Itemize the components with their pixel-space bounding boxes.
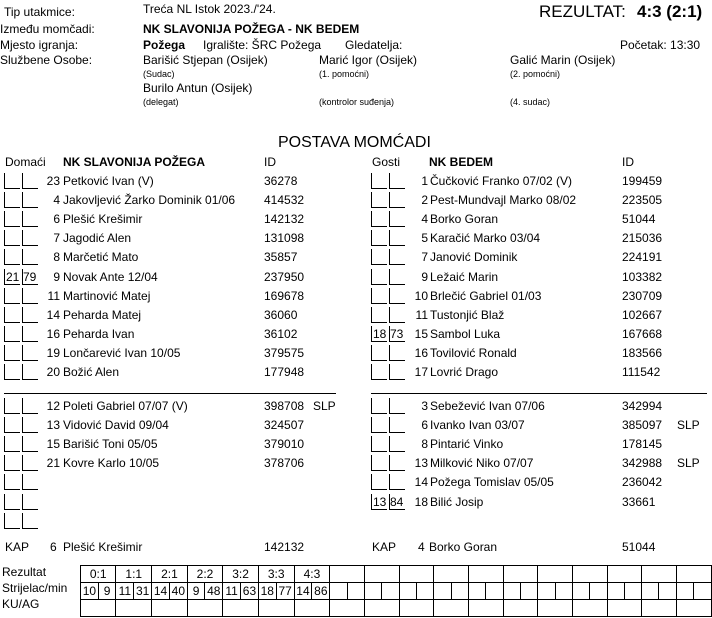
home-player-number: 7 (53, 231, 60, 246)
away-player-number: 8 (421, 437, 428, 452)
home-player-id: 378706 (264, 456, 305, 471)
home-player-id: 398708 (264, 399, 305, 413)
away-sub-out-box (389, 211, 405, 227)
away-player-number: 16 (414, 345, 428, 360)
kuag-row-cell (152, 600, 188, 617)
home-player-number: 6 (53, 212, 60, 227)
sluzbene-osobe-label: Službene Osobe: (0, 53, 93, 67)
away-sub-out-box (389, 288, 405, 304)
away-player-number: 9 (421, 269, 428, 284)
result-row-cell (607, 566, 642, 583)
home-sub-out-box (22, 211, 38, 227)
away-player-name: Tovilović Ronald (430, 345, 517, 360)
scorer-row-cell: 48 (205, 583, 223, 600)
competition-value: Treća NL Istok 2023./'24. (143, 2, 276, 16)
home-player-name: Peharda Ivan (63, 326, 135, 341)
away-player-id: 230709 (622, 288, 663, 303)
home-sub-in-box (4, 513, 20, 529)
kuag-row-cell (81, 600, 116, 617)
scorer-row-cell: 10 (81, 583, 99, 600)
home-sub-out-box (22, 513, 38, 529)
scorer-row-cell (451, 583, 468, 600)
home-player-name: Jagodić Alen (63, 231, 132, 246)
away-sub-out-box (389, 230, 405, 246)
scorer-row-cell (503, 583, 520, 600)
home-player-number: 20 (46, 365, 60, 379)
home-player-id: 379575 (264, 345, 305, 360)
home-player-id: 237950 (264, 269, 305, 284)
home-player-number: 21 (46, 456, 60, 471)
strijelac-row-label: Strijelac/min (2, 581, 68, 595)
home-sub-out-box (22, 398, 38, 414)
kuag-row-cell (572, 600, 607, 617)
rezultat-row-label: Rezultat (2, 565, 47, 579)
away-sub-out-box (389, 192, 405, 208)
official-name: Galić Marin (Osijek) (510, 53, 616, 67)
away-player-id: 103382 (622, 269, 663, 284)
scorer-row-cell (694, 583, 712, 600)
scorer-row-cell: 9 (187, 583, 205, 600)
home-sub-out-box (22, 417, 38, 433)
home-sub-out-box (22, 345, 38, 361)
away-sub-out-box (389, 364, 405, 380)
away-player-number: 15 (414, 326, 428, 341)
away-sub-in-box (371, 455, 387, 471)
match-title: NK SLAVONIJA POŽEGA - NK BEDEM (143, 22, 360, 36)
kuag-row-cell (676, 600, 711, 617)
scorer-row-cell: 40 (169, 583, 187, 600)
away-player-name: Lovrić Drago (430, 365, 499, 379)
away-sub-out-minute: 73 (390, 326, 404, 341)
away-player-id: 102667 (622, 307, 663, 322)
mjesto-value: Požega (143, 38, 186, 52)
away-sub-in-box (371, 364, 387, 380)
away-sub-in-box (371, 288, 387, 304)
scorer-row-cell (676, 583, 693, 600)
away-sub-in-box (371, 345, 387, 361)
home-player-name: Kovre Karlo 10/05 (63, 456, 160, 471)
away-side-label: Gosti (372, 155, 401, 169)
away-player-id: 51044 (622, 212, 656, 227)
scorer-row-cell (382, 583, 399, 600)
away-player-number: 10 (414, 288, 428, 303)
scorer-row-cell (572, 583, 589, 600)
scorer-row-cell (364, 583, 381, 600)
home-sub-out-box (22, 436, 38, 452)
away-sub-out-box (389, 307, 405, 323)
away-id-header: ID (622, 155, 634, 169)
home-kap-number: 6 (50, 540, 57, 554)
away-team-name: NK BEDEM (429, 155, 494, 169)
away-player-number: 1 (421, 174, 428, 188)
scorer-row-cell: 14 (294, 583, 312, 600)
home-player-name: Lončarević Ivan 10/05 (63, 345, 181, 360)
official-role: (2. pomoćni) (510, 69, 561, 79)
home-sub-out-box (22, 474, 38, 490)
home-player-id: 324507 (264, 418, 305, 433)
home-team-name: NK SLAVONIJA POŽEGA (63, 155, 206, 169)
away-player-name: Borko Goran (430, 212, 499, 227)
away-sub-in-box (371, 269, 387, 285)
home-player-number: 8 (53, 250, 60, 265)
scorer-row-cell (347, 583, 364, 600)
home-player-id: 35857 (264, 250, 298, 265)
home-player-note: SLP (313, 399, 336, 413)
result-row-cell: 2:2 (187, 566, 222, 583)
away-player-note: SLP (677, 456, 700, 471)
scorer-row-cell (624, 583, 641, 600)
kuag-row (81, 600, 712, 617)
home-player-number: 4 (53, 193, 60, 208)
home-player-id: 379010 (264, 437, 305, 452)
away-player-id: 223505 (622, 193, 663, 208)
gledatelja-label: Gledatelja: (345, 38, 403, 52)
away-player-name: Tustonjić Blaž (430, 307, 505, 322)
home-sub-in-box (4, 192, 20, 208)
result-row-cell: 3:3 (258, 566, 294, 583)
home-sub-in-box (4, 455, 20, 471)
scorer-row-cell: 86 (312, 583, 330, 600)
kuag-row-cell (434, 600, 469, 617)
home-player-id: 131098 (264, 231, 305, 246)
igraliste-value: Igralište: ŠRC Požega (203, 38, 322, 52)
home-player-name: Barišić Toni 05/05 (63, 437, 158, 452)
away-player-name: Požega Tomislav 05/05 (430, 475, 554, 490)
home-sub-out-minute: 79 (23, 269, 37, 284)
kuag-row-cell (258, 600, 294, 617)
home-sub-in-box (4, 249, 20, 265)
home-sub-in-box (4, 211, 20, 227)
home-player-id: 142132 (264, 212, 305, 227)
scorer-row-cell: 14 (152, 583, 170, 600)
away-player-number: 18 (414, 494, 428, 509)
home-player-name: Božić Alen (63, 365, 120, 379)
home-player-name: Novak Ante 12/04 (63, 269, 158, 284)
away-player-id: 236042 (622, 475, 663, 490)
away-player-id: 183566 (622, 345, 663, 360)
away-player-name: Karačić Marko 03/04 (430, 231, 541, 246)
home-player-name: Vidović David 09/04 (63, 418, 169, 433)
scorer-row-cell (330, 583, 347, 600)
home-player-name: Petković Ivan (V) (63, 174, 154, 188)
home-sub-out-box (22, 192, 38, 208)
scorer-row-cell: 31 (134, 583, 152, 600)
home-player-name: Jakovljević Žarko Dominik 01/06 (63, 193, 236, 208)
kuag-row-cell (364, 600, 399, 617)
scoring-grid (80, 565, 712, 617)
home-id-header: ID (264, 155, 276, 169)
kuag-row-cell (607, 600, 642, 617)
home-sub-out-box (22, 173, 38, 189)
rezultat-value: 4:3 (2:1) (637, 2, 703, 21)
home-sub-out-box (22, 455, 38, 471)
result-row-cell: 1:1 (116, 566, 152, 583)
away-player-id: 385097 (622, 418, 663, 433)
result-row-cell (572, 566, 607, 583)
scorer-row (81, 583, 712, 600)
izmedju-label: Između momčadi: (0, 22, 95, 36)
away-player-name: Brlečić Gabriel 01/03 (430, 288, 542, 303)
away-sub-out-box (389, 173, 405, 189)
home-sub-in-box (4, 474, 20, 490)
result-row-cell (503, 566, 538, 583)
result-row-cell (468, 566, 503, 583)
away-sub-in-box (371, 436, 387, 452)
away-sub-out-box (389, 474, 405, 490)
scorer-row-cell (520, 583, 537, 600)
away-sub-out-box (389, 269, 405, 285)
home-sub-out-box (22, 230, 38, 246)
result-row (81, 566, 712, 583)
away-sub-out-box (389, 436, 405, 452)
home-sub-in-box (4, 436, 20, 452)
result-row-cell (399, 566, 434, 583)
home-sub-out-box (22, 307, 38, 323)
home-player-number: 13 (46, 418, 60, 433)
home-sub-out-box (22, 364, 38, 380)
home-player-number: 11 (47, 288, 60, 303)
away-sub-in-box (371, 398, 387, 414)
scorer-row-cell (607, 583, 624, 600)
home-sub-in-box (4, 230, 20, 246)
away-player-id: 342988 (622, 456, 663, 471)
pocetak-value: Početak: 13:30 (620, 38, 701, 52)
home-sub-in-box (4, 494, 20, 510)
scorer-row-cell (416, 583, 433, 600)
home-player-number: 19 (46, 345, 60, 360)
away-section-divider (371, 393, 707, 394)
home-player-id: 36060 (264, 307, 298, 322)
official-name: Marić Igor (Osijek) (319, 53, 418, 67)
home-player-id: 177948 (264, 365, 305, 379)
away-player-number: 17 (414, 365, 428, 379)
away-player-number: 2 (421, 193, 428, 208)
kuag-row-label: KU/AG (2, 597, 40, 611)
away-sub-in-minute: 13 (373, 494, 387, 509)
official-role: (Sudac) (143, 69, 175, 79)
kuag-row-cell (187, 600, 222, 617)
scorer-row-cell: 11 (116, 583, 134, 600)
away-player-number: 4 (421, 212, 428, 227)
away-player-name: Ivanko Ivan 03/07 (430, 418, 525, 433)
kuag-row-cell (503, 600, 538, 617)
away-player-name: Bilić Josip (430, 494, 484, 509)
scorer-row-cell: 77 (276, 583, 294, 600)
home-player-number: 23 (46, 174, 60, 188)
result-row-cell (538, 566, 573, 583)
kuag-row-cell (116, 600, 152, 617)
home-player-name: Marčetić Mato (63, 250, 139, 265)
away-sub-out-box (389, 417, 405, 433)
home-player-number: 12 (46, 399, 60, 413)
home-player-name: Poleti Gabriel 07/07 (V) (63, 399, 188, 413)
result-row-cell: 0:1 (81, 566, 116, 583)
home-sub-in-box (4, 288, 20, 304)
away-player-id: 167668 (622, 326, 663, 341)
away-player-id: 178145 (622, 437, 663, 452)
away-sub-in-box (371, 211, 387, 227)
home-sub-in-box (4, 307, 20, 323)
home-player-id: 414532 (264, 193, 305, 208)
result-row-cell: 2:1 (152, 566, 188, 583)
away-player-name: Pest-Mundvajl Marko 08/02 (430, 193, 577, 208)
kuag-row-cell (538, 600, 573, 617)
scorer-row-cell (399, 583, 416, 600)
away-player-name: Sambol Luka (430, 326, 501, 341)
kuag-row-cell (223, 600, 259, 617)
rezultat-label: REZULTAT: (539, 2, 626, 21)
result-row-cell (364, 566, 399, 583)
away-kap-number: 4 (418, 540, 425, 554)
away-sub-out-minute: 84 (390, 494, 404, 509)
home-player-number: 16 (46, 326, 60, 341)
away-kap-id: 51044 (622, 540, 656, 554)
away-sub-out-box (389, 345, 405, 361)
away-player-name: Pintarić Vinko (430, 437, 504, 452)
official-role: (1. pomoćni) (319, 69, 370, 79)
away-player-name: Janović Dominik (430, 250, 518, 265)
kuag-row-cell (399, 600, 434, 617)
home-player-number: 14 (46, 307, 60, 322)
official-name: Barišić Stjepan (Osijek) (143, 53, 268, 67)
home-sub-out-box (22, 326, 38, 342)
away-player-note: SLP (677, 418, 700, 433)
scorer-row-cell (659, 583, 676, 600)
home-kap-label: KAP (5, 540, 30, 554)
home-player-id: 169678 (264, 288, 305, 303)
home-sub-in-box (4, 326, 20, 342)
away-player-number: 14 (414, 475, 428, 490)
away-player-id: 342994 (622, 399, 663, 413)
away-player-number: 13 (414, 456, 428, 471)
away-player-id: 224191 (622, 250, 663, 265)
away-sub-in-box (371, 173, 387, 189)
away-kap-name: Borko Goran (429, 540, 498, 554)
scorer-row-cell (434, 583, 451, 600)
result-row-cell (330, 566, 365, 583)
away-player-name: Ležaić Marin (430, 269, 499, 284)
away-sub-in-box (371, 474, 387, 490)
scorer-row-cell: 11 (223, 583, 241, 600)
away-player-number: 6 (421, 418, 428, 433)
away-kap-label: KAP (372, 540, 397, 554)
home-kap-id: 142132 (264, 540, 305, 554)
home-player-id: 36102 (264, 326, 298, 341)
away-player-number: 5 (421, 231, 428, 246)
result-row-cell: 3:2 (223, 566, 259, 583)
home-section-divider (4, 393, 336, 394)
scorer-row-cell (555, 583, 572, 600)
home-side-label: Domaći (5, 155, 46, 169)
scorer-row-cell: 18 (258, 583, 276, 600)
result-row-cell (434, 566, 469, 583)
scorer-row-cell (486, 583, 503, 600)
scorer-row-cell (468, 583, 485, 600)
away-player-name: Čučković Franko 07/02 (V) (430, 174, 573, 188)
away-sub-in-box (371, 417, 387, 433)
tip-utakmice-label: Tip utakmice: (4, 5, 75, 19)
away-sub-in-box (371, 192, 387, 208)
away-player-number: 3 (421, 399, 428, 413)
home-player-id: 36278 (264, 174, 298, 188)
home-player-number: 9 (53, 269, 60, 284)
away-sub-out-box (389, 249, 405, 265)
mjesto-label: Mjesto igranja: (0, 38, 79, 52)
away-player-number: 11 (415, 307, 428, 322)
away-sub-out-box (389, 455, 405, 471)
official-role: (4. sudac) (510, 97, 551, 107)
home-sub-in-box (4, 364, 20, 380)
away-player-name: Milković Niko 07/07 (430, 456, 534, 471)
away-sub-in-box (371, 230, 387, 246)
home-sub-in-box (4, 398, 20, 414)
scorer-row-cell (642, 583, 659, 600)
home-sub-out-box (22, 494, 38, 510)
scorer-row-cell: 9 (98, 583, 116, 600)
away-player-id: 111542 (622, 365, 661, 379)
home-sub-in-box (4, 417, 20, 433)
home-sub-out-box (22, 249, 38, 265)
home-sub-in-box (4, 173, 20, 189)
scorer-row-cell: 63 (241, 583, 259, 600)
official-role: (kontrolor suđenja) (319, 97, 395, 107)
away-player-id: 199459 (622, 174, 663, 188)
away-player-id: 33661 (622, 494, 656, 509)
away-sub-out-box (389, 398, 405, 414)
away-sub-in-box (371, 249, 387, 265)
result-row-cell: 4:3 (294, 566, 330, 583)
home-player-number: 15 (46, 437, 60, 452)
scorer-row-cell (538, 583, 555, 600)
away-sub-in-minute: 18 (373, 326, 387, 341)
kuag-row-cell (468, 600, 503, 617)
home-sub-in-box (4, 345, 20, 361)
kuag-row-cell (330, 600, 365, 617)
home-sub-in-minute: 21 (6, 269, 20, 284)
home-player-name: Peharda Matej (63, 307, 142, 322)
official-name: Burilo Antun (Osijek) (143, 81, 253, 95)
result-row-cell (642, 566, 677, 583)
away-player-id: 215036 (622, 231, 663, 246)
kuag-row-cell (294, 600, 330, 617)
away-sub-in-box (371, 307, 387, 323)
postava-title: POSTAVA MOMĆADI (278, 134, 431, 151)
result-row-cell (676, 566, 711, 583)
kuag-row-cell (642, 600, 677, 617)
away-player-name: Sebežević Ivan 07/06 (430, 399, 545, 413)
scorer-row-cell (590, 583, 607, 600)
home-player-name: Martinović Matej (63, 288, 151, 303)
away-player-number: 7 (421, 250, 428, 265)
home-sub-out-box (22, 288, 38, 304)
home-player-name: Plešić Krešimir (63, 212, 143, 227)
home-kap-name: Plešić Krešimir (63, 540, 143, 554)
official-role: (delegat) (143, 97, 179, 107)
